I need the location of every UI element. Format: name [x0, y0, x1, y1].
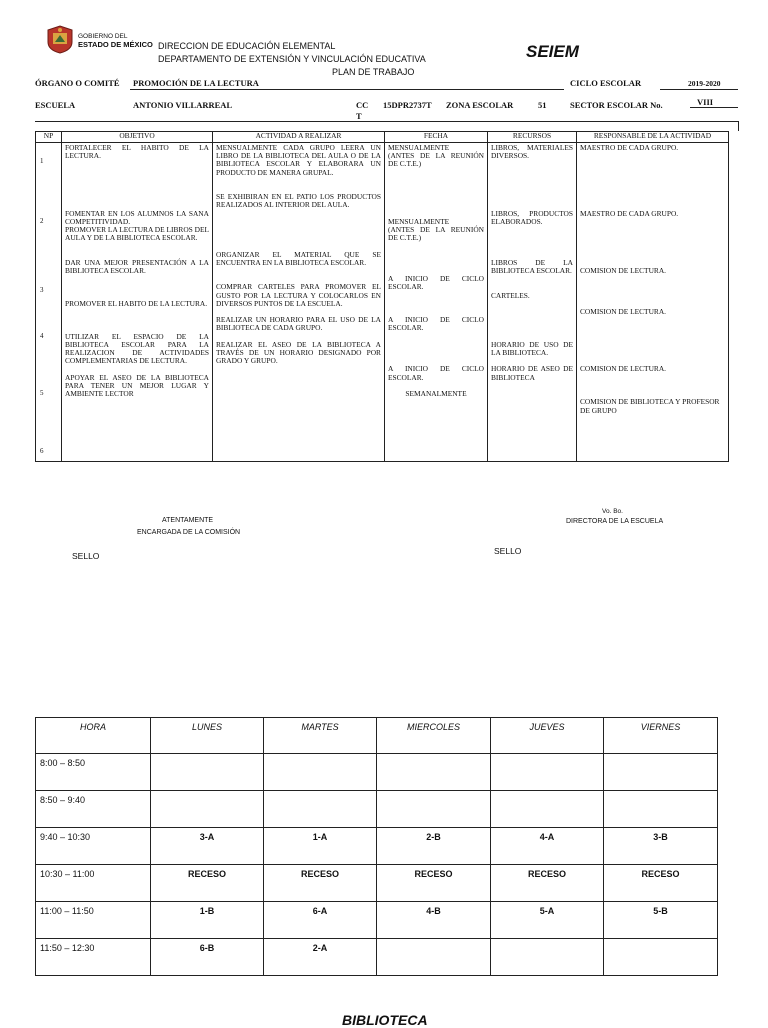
schedule-header-hora: HORA — [36, 718, 151, 754]
schedule-header-lunes: LUNES — [151, 718, 264, 754]
zona-value: 51 — [538, 100, 547, 110]
plan-header-objetivo: OBJETIVO — [62, 132, 213, 143]
organo-underline — [130, 89, 564, 90]
meta-right-rule — [738, 121, 739, 131]
organo-label: ÓRGANO O COMITÉ — [35, 78, 120, 88]
schedule-cell — [151, 791, 264, 828]
fecha-column — [385, 143, 488, 462]
escuela-value: ANTONIO VILLARREAL — [133, 100, 233, 110]
header-line-1: DIRECCION DE EDUCACIÓN ELEMENTAL — [158, 41, 336, 51]
np-number: 4 — [40, 332, 44, 340]
schedule-cell: 3-A — [151, 828, 264, 865]
cct-value: 15DPR2737T — [383, 100, 432, 110]
fecha-semanal: SEMANALMENTE — [405, 389, 467, 399]
schedule-time: 11:00 – 11:50 — [36, 902, 151, 939]
signature-left-sello: SELLO — [72, 551, 100, 561]
schedule-cell: 1-B — [151, 902, 264, 939]
schedule-cell: RECESO — [264, 865, 377, 902]
objetivo-column: FORTALECER EL HABITO DE LA LECTURA. FOMENTAR EN LOS ALUMNOS LA SANA COMPETITIVIDAD. PROMOVER LA LECTURA DE LIBROS DEL AULA Y DE LA BIBLIOTECA ESCOLAR. DAR UNA MEJOR PRESENTACIÓN A LA BIBLIOTECA ESCOLAR. PROMOVER EL HABITO DE LA LECTURA. UTILIZAR EL ESPACIO DE LA BIBLIOTECA ESCOLAR PARA LA REALIZACION DE ACTIVIDADES COMPLEMENTARIAS DE LECTURA. APOYAR EL ASEO DE LA BIBLIOTECA PARA TENER UN MEJOR LUGAR Y AMBIENTE LECTOR — [62, 143, 213, 462]
schedule-cell: RECESO — [377, 865, 491, 902]
schedule-time: 10:30 – 11:00 — [36, 865, 151, 902]
ciclo-underline — [660, 89, 738, 90]
np-number: 6 — [40, 447, 44, 455]
schedule-header-viernes: VIERNES — [604, 718, 718, 754]
recursos-column: LIBROS, MATERIALES DIVERSOS. LIBROS, PRODUCTOS ELABORADOS. LIBROS DE LA BIBLIOTECA ESCOLAR. CARTELES. HORARIO DE USO DE LA BIBLIOTECA. HORARIO DE ASEO DE BIBLIOTECA — [488, 143, 577, 462]
header-line-2: DEPARTAMENTO DE EXTENSIÓN Y VINCULACIÓN EDUCATIVA — [158, 54, 426, 64]
schedule-header-jueves: JUEVES — [491, 718, 604, 754]
schedule-cell: 2-B — [377, 828, 491, 865]
schedule-cell — [604, 791, 718, 828]
sector-underline — [690, 107, 738, 108]
np-number: 5 — [40, 389, 44, 397]
escuela-label: ESCUELA — [35, 100, 76, 110]
schedule-cell: 5-B — [604, 902, 718, 939]
table-row — [36, 865, 718, 902]
schedule-header-row — [36, 718, 718, 754]
table-row — [36, 939, 718, 976]
schedule-cell: 6-A — [264, 902, 377, 939]
schedule-cell — [264, 754, 377, 791]
plan-table — [35, 131, 729, 462]
schedule-cell: 5-A — [491, 902, 604, 939]
schedule-cell: RECESO — [491, 865, 604, 902]
schedule-cell: RECESO — [604, 865, 718, 902]
schedule-cell — [377, 939, 491, 976]
np-number: 1 — [40, 157, 44, 165]
schedule-header-miercoles: MIERCOLES — [377, 718, 491, 754]
meta-bottom-rule — [35, 121, 738, 122]
plan-body-row — [36, 143, 729, 462]
signature-encargada: ENCARGADA DE LA COMISIÓN — [137, 529, 241, 536]
sector-label: SECTOR ESCOLAR No. — [570, 100, 663, 110]
schedule-cell: 2-A — [264, 939, 377, 976]
document-title: PLAN DE TRABAJO — [332, 67, 415, 77]
table-row — [36, 754, 718, 791]
footer-title: BIBLIOTECA — [342, 1012, 428, 1028]
zona-label: ZONA ESCOLAR — [446, 100, 514, 110]
schedule-cell — [604, 939, 718, 976]
logo-text: GOBIERNO DEL ESTADO DE MÉXICO — [78, 33, 153, 49]
schedule-cell: 6-B — [151, 939, 264, 976]
schedule-cell — [377, 791, 491, 828]
table-row — [36, 791, 718, 828]
schedule-cell: 3-B — [604, 828, 718, 865]
schedule-cell: 1-A — [264, 828, 377, 865]
cct-label-2: T — [356, 111, 362, 121]
plan-header-fecha: FECHA — [385, 132, 488, 143]
brand-title: SEIEM — [526, 42, 579, 61]
plan-header-responsable: RESPONSABLE DE LA ACTIVIDAD — [577, 132, 729, 143]
actividad-column: MENSUALMENTE CADA GRUPO LEERA UN LIBRO DE LA BIBLIOTECA DEL AULA O DE LA BIBLIOTECA ESCOLAR Y ELABORARA UN PRODUCTO DE MANERA GRUPAL. SE EXHIBIRAN EN EL PATIO LOS PRODUCTOS REALIZADOS AL INTERIOR DEL AULA. ORGANIZAR EL MATERIAL QUE SE ENCUENTRA EN LA BIBLIOTECA ESCOLAR. COMPRAR CARTELES PARA PROMOVER EL GUSTO POR LA LECTURA Y COLOCARLOS EN DIVERSOS PUNTOS DE LA ESCUELA. REALIZAR UN HORARIO PARA EL USO DE LA BIBLIOTECA DE CADA GRUPO. REALIZAR EL ASEO DE LA BIBLIOTECA A TRAVÉS DE UN HORARIO DESIGNADO POR GRADO Y GRUPO. — [213, 143, 385, 462]
schedule-cell — [491, 754, 604, 791]
plan-header-actividad: ACTIVIDAD A REALIZAR — [213, 132, 385, 143]
schedule-time: 9:40 – 10:30 — [36, 828, 151, 865]
schedule-cell — [604, 754, 718, 791]
signature-vobo: Vo. Bo. — [602, 508, 623, 515]
plan-header-recursos: RECURSOS — [488, 132, 577, 143]
schedule-cell — [377, 754, 491, 791]
organo-value: PROMOCIÓN DE LA LECTURA — [133, 78, 259, 88]
schedule-cell — [491, 939, 604, 976]
np-number: 2 — [40, 217, 44, 225]
schedule-header-martes: MARTES — [264, 718, 377, 754]
schedule-cell: 4-B — [377, 902, 491, 939]
schedule-time: 8:00 – 8:50 — [36, 754, 151, 791]
schedule-cell — [491, 791, 604, 828]
state-seal-logo-icon — [45, 24, 75, 54]
schedule-cell: RECESO — [151, 865, 264, 902]
plan-header-row — [36, 132, 729, 143]
plan-header-np: NP — [36, 132, 62, 143]
schedule-table — [35, 717, 718, 976]
table-row — [36, 902, 718, 939]
schedule-cell — [264, 791, 377, 828]
ciclo-label: CICLO ESCOLAR — [570, 78, 642, 88]
cct-label-1: CC — [356, 100, 369, 110]
schedule-time: 8:50 – 9:40 — [36, 791, 151, 828]
signature-atentamente: ATENTAMENTE — [162, 517, 214, 524]
sector-value: VIII — [697, 97, 714, 107]
schedule-cell: 4-A — [491, 828, 604, 865]
schedule-time: 11:50 – 12:30 — [36, 939, 151, 976]
table-row — [36, 828, 718, 865]
signature-directora: DIRECTORA DE LA ESCUELA — [566, 518, 664, 525]
responsable-column: MAESTRO DE CADA GRUPO. MAESTRO DE CADA GRUPO. COMISION DE LECTURA. COMISION DE LECTURA. COMISION DE LECTURA. COMISION DE BIBLIOTECA Y PROFESOR DE GRUPO — [577, 143, 729, 462]
np-number: 3 — [40, 286, 44, 294]
signature-right-sello: SELLO — [494, 546, 522, 556]
np-column — [36, 143, 62, 462]
fecha-text: MENSUALMENTE (ANTES DE LA REUNIÓN DE C.T.E.) MENSUALMENTE (ANTES DE LA REUNIÓN DE C.T.E.) A INICIO DE CICLO ESCOLAR. A INICIO DE CICLO ESCOLAR. A INICIO DE CICLO ESCOLAR. — [388, 143, 484, 382]
schedule-cell — [151, 754, 264, 791]
ciclo-value: 2019-2020 — [688, 79, 721, 88]
